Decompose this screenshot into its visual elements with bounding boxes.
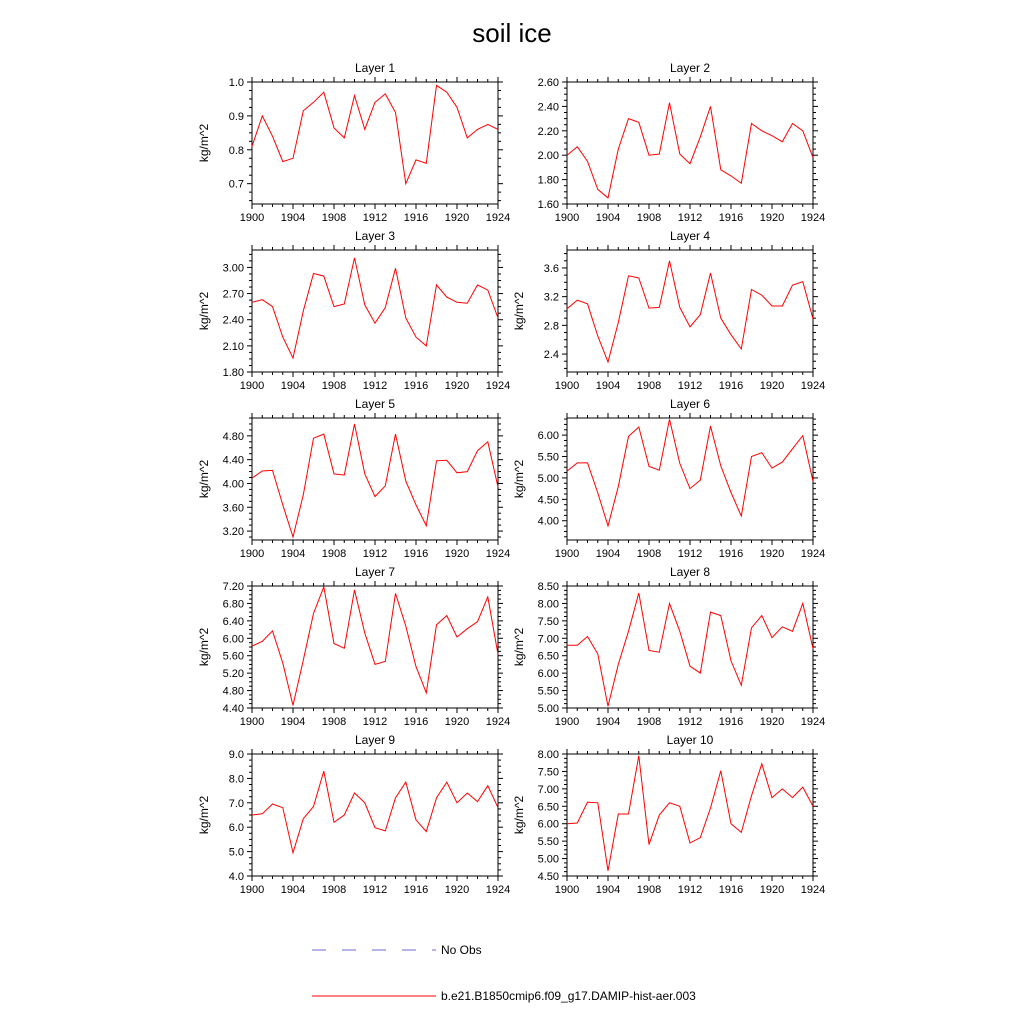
y-tick-label: 6.0 xyxy=(228,822,244,835)
x-tick-label: 1916 xyxy=(718,716,744,728)
panel-layer-6 xyxy=(512,397,825,560)
panel-title: Layer 9 xyxy=(354,733,396,747)
x-tick-label: 1900 xyxy=(554,212,580,224)
y-tick-label: 4.50 xyxy=(537,494,559,507)
y-tick-label: 4.00 xyxy=(537,515,559,528)
x-tick-label: 1920 xyxy=(759,548,785,560)
y-tick-label: 3.60 xyxy=(222,502,244,515)
x-tick-label: 1920 xyxy=(759,884,785,896)
y-tick-label: 2.10 xyxy=(222,340,244,353)
x-tick-label: 1908 xyxy=(636,212,662,224)
y-axis-label: kg/m^2 xyxy=(512,627,526,667)
y-axis-label: kg/m^2 xyxy=(197,627,211,667)
x-tick-label: 1904 xyxy=(595,548,621,560)
x-tick-label: 1904 xyxy=(280,884,306,896)
y-tick-label: 6.00 xyxy=(537,818,559,831)
x-tick-label: 1900 xyxy=(239,212,265,224)
panel-title: Layer 1 xyxy=(354,61,396,75)
x-tick-label: 1904 xyxy=(280,380,306,392)
y-tick-label: 8.00 xyxy=(537,598,559,611)
panel-layer-1 xyxy=(197,61,510,224)
plot-frame xyxy=(252,418,498,540)
y-tick-label: 8.0 xyxy=(228,773,244,786)
x-tick-label: 1924 xyxy=(485,548,511,560)
plot-frame xyxy=(567,82,813,204)
x-tick-label: 1920 xyxy=(444,380,470,392)
x-tick-label: 1900 xyxy=(554,884,580,896)
y-axis-label: kg/m^2 xyxy=(197,459,211,499)
y-axis-label: kg/m^2 xyxy=(197,291,211,331)
series-line xyxy=(252,587,498,706)
y-tick-label: 5.50 xyxy=(537,836,559,849)
y-tick-label: 5.00 xyxy=(537,703,559,715)
x-tick-label: 1900 xyxy=(239,716,265,728)
panel-title: Layer 7 xyxy=(354,565,396,579)
x-tick-label: 1924 xyxy=(800,380,826,392)
plot-frame xyxy=(252,754,498,876)
y-tick-label: 2.60 xyxy=(537,77,559,89)
x-tick-label: 1912 xyxy=(362,716,388,728)
series-line xyxy=(567,593,813,706)
panel-title: Layer 8 xyxy=(669,565,711,579)
y-axis-label: kg/m^2 xyxy=(197,795,211,835)
series-line xyxy=(252,85,498,183)
y-axis-label: kg/m^2 xyxy=(512,459,526,499)
plot-frame xyxy=(252,250,498,372)
x-tick-label: 1920 xyxy=(759,212,785,224)
panel-layer-10 xyxy=(512,733,825,896)
x-tick-label: 1908 xyxy=(321,548,347,560)
y-tick-label: 6.00 xyxy=(537,668,559,681)
x-tick-label: 1916 xyxy=(718,380,744,392)
panel-layer-4 xyxy=(512,229,825,392)
y-tick-label: 7.50 xyxy=(537,766,559,779)
legend-label-no-obs: No Obs xyxy=(441,943,482,957)
y-tick-label: 1.80 xyxy=(537,174,559,187)
y-tick-label: 0.7 xyxy=(228,178,244,191)
x-tick-label: 1924 xyxy=(485,212,511,224)
y-axis-label: kg/m^2 xyxy=(512,291,526,331)
plot-frame xyxy=(252,82,498,204)
x-tick-label: 1912 xyxy=(677,884,703,896)
x-tick-label: 1900 xyxy=(554,716,580,728)
y-tick-label: 4.80 xyxy=(222,430,244,443)
x-tick-label: 1904 xyxy=(280,212,306,224)
plot-frame xyxy=(567,250,813,372)
y-tick-label: 4.40 xyxy=(222,703,244,715)
series-line xyxy=(252,424,498,537)
y-tick-label: 7.20 xyxy=(222,581,244,593)
series-line xyxy=(567,103,813,198)
panel-layer-8 xyxy=(512,565,825,728)
x-tick-label: 1912 xyxy=(677,716,703,728)
x-tick-label: 1908 xyxy=(321,716,347,728)
x-tick-label: 1908 xyxy=(636,548,662,560)
y-tick-label: 0.8 xyxy=(228,144,244,157)
x-tick-label: 1912 xyxy=(677,212,703,224)
plot-frame xyxy=(567,754,813,876)
y-tick-label: 8.00 xyxy=(537,749,559,761)
x-tick-label: 1908 xyxy=(321,212,347,224)
y-tick-label: 5.20 xyxy=(222,668,244,681)
x-tick-label: 1912 xyxy=(362,380,388,392)
y-tick-label: 4.50 xyxy=(537,871,559,883)
panel-layer-3 xyxy=(197,229,510,392)
y-tick-label: 4.80 xyxy=(222,685,244,698)
legend-label-model-run: b.e21.B1850cmip6.f09_g17.DAMIP-hist-aer.003 xyxy=(441,989,696,1003)
legend xyxy=(312,943,696,1003)
x-tick-label: 1908 xyxy=(321,380,347,392)
x-tick-label: 1900 xyxy=(239,884,265,896)
y-tick-label: 2.40 xyxy=(537,101,559,114)
y-tick-label: 6.00 xyxy=(222,633,244,646)
plot-frame xyxy=(567,418,813,540)
x-tick-label: 1924 xyxy=(800,548,826,560)
panel-grid xyxy=(197,61,825,896)
y-tick-label: 1.60 xyxy=(537,199,559,211)
x-tick-label: 1904 xyxy=(595,380,621,392)
y-tick-label: 5.0 xyxy=(228,846,244,859)
x-tick-label: 1916 xyxy=(403,716,429,728)
y-tick-label: 3.6 xyxy=(543,262,559,275)
y-tick-label: 2.40 xyxy=(222,314,244,327)
x-tick-label: 1900 xyxy=(239,548,265,560)
y-tick-label: 6.40 xyxy=(222,615,244,628)
y-tick-label: 6.80 xyxy=(222,598,244,611)
x-tick-label: 1900 xyxy=(554,548,580,560)
x-tick-label: 1920 xyxy=(444,548,470,560)
y-tick-label: 3.00 xyxy=(222,262,244,275)
y-tick-label: 0.9 xyxy=(228,110,244,123)
x-tick-label: 1904 xyxy=(595,884,621,896)
y-tick-label: 5.60 xyxy=(222,650,244,663)
panel-layer-7 xyxy=(197,565,510,728)
x-tick-label: 1924 xyxy=(800,716,826,728)
x-tick-label: 1924 xyxy=(800,884,826,896)
x-tick-label: 1912 xyxy=(362,212,388,224)
panel-layer-5 xyxy=(197,397,510,560)
x-tick-label: 1920 xyxy=(444,884,470,896)
y-tick-label: 9.0 xyxy=(228,749,244,761)
y-tick-label: 3.20 xyxy=(222,526,244,539)
y-tick-label: 8.50 xyxy=(537,581,559,593)
plot-frame xyxy=(567,586,813,708)
y-tick-label: 4.40 xyxy=(222,454,244,467)
y-tick-label: 3.2 xyxy=(543,291,559,304)
x-tick-label: 1912 xyxy=(362,548,388,560)
series-line xyxy=(567,261,813,362)
panel-layer-2 xyxy=(538,61,826,224)
x-tick-label: 1924 xyxy=(485,716,511,728)
y-tick-label: 5.00 xyxy=(537,853,559,866)
x-tick-label: 1924 xyxy=(485,380,511,392)
x-tick-label: 1916 xyxy=(718,548,744,560)
figure-title: soil ice xyxy=(472,18,552,48)
series-line xyxy=(567,419,813,526)
x-tick-label: 1924 xyxy=(485,884,511,896)
y-tick-label: 2.00 xyxy=(537,150,559,163)
y-tick-label: 5.50 xyxy=(537,451,559,464)
x-tick-label: 1904 xyxy=(280,548,306,560)
x-tick-label: 1904 xyxy=(280,716,306,728)
y-axis-label: kg/m^2 xyxy=(512,795,526,835)
x-tick-label: 1920 xyxy=(444,716,470,728)
x-tick-label: 1920 xyxy=(759,380,785,392)
y-tick-label: 7.00 xyxy=(537,783,559,796)
y-tick-label: 5.50 xyxy=(537,685,559,698)
x-tick-label: 1900 xyxy=(554,380,580,392)
y-axis-label: kg/m^2 xyxy=(197,123,211,163)
x-tick-label: 1912 xyxy=(362,884,388,896)
x-tick-label: 1912 xyxy=(677,548,703,560)
x-tick-label: 1920 xyxy=(444,212,470,224)
y-tick-label: 2.4 xyxy=(543,349,559,362)
x-tick-label: 1916 xyxy=(403,548,429,560)
x-tick-label: 1908 xyxy=(636,380,662,392)
x-tick-label: 1900 xyxy=(239,380,265,392)
x-tick-label: 1916 xyxy=(403,212,429,224)
x-tick-label: 1908 xyxy=(636,884,662,896)
panel-title: Layer 2 xyxy=(669,61,711,75)
y-tick-label: 1.0 xyxy=(228,77,244,89)
x-tick-label: 1908 xyxy=(321,884,347,896)
series-line xyxy=(252,258,498,358)
y-tick-label: 6.50 xyxy=(537,801,559,814)
x-tick-label: 1916 xyxy=(718,884,744,896)
y-tick-label: 2.70 xyxy=(222,288,244,301)
y-tick-label: 6.00 xyxy=(537,430,559,443)
y-tick-label: 7.0 xyxy=(228,797,244,810)
x-tick-label: 1908 xyxy=(636,716,662,728)
y-tick-label: 4.0 xyxy=(228,871,244,883)
y-tick-label: 1.80 xyxy=(222,367,244,379)
y-tick-label: 7.50 xyxy=(537,615,559,628)
y-tick-label: 2.8 xyxy=(543,320,559,333)
panel-title: Layer 3 xyxy=(354,229,396,243)
series-line xyxy=(252,771,498,853)
x-tick-label: 1912 xyxy=(677,380,703,392)
x-tick-label: 1924 xyxy=(800,212,826,224)
panel-title: Layer 10 xyxy=(666,733,714,747)
y-tick-label: 5.00 xyxy=(537,472,559,485)
y-tick-label: 2.20 xyxy=(537,125,559,138)
panel-title: Layer 6 xyxy=(669,397,711,411)
panel-title: Layer 5 xyxy=(354,397,396,411)
x-tick-label: 1920 xyxy=(759,716,785,728)
y-tick-label: 6.50 xyxy=(537,650,559,663)
y-tick-label: 4.00 xyxy=(222,478,244,491)
x-tick-label: 1916 xyxy=(718,212,744,224)
y-tick-label: 7.00 xyxy=(537,633,559,646)
x-tick-label: 1904 xyxy=(595,212,621,224)
series-line xyxy=(567,756,813,871)
x-tick-label: 1904 xyxy=(595,716,621,728)
panel-layer-9 xyxy=(197,733,510,896)
panel-title: Layer 4 xyxy=(669,229,711,243)
x-tick-label: 1916 xyxy=(403,884,429,896)
x-tick-label: 1916 xyxy=(403,380,429,392)
